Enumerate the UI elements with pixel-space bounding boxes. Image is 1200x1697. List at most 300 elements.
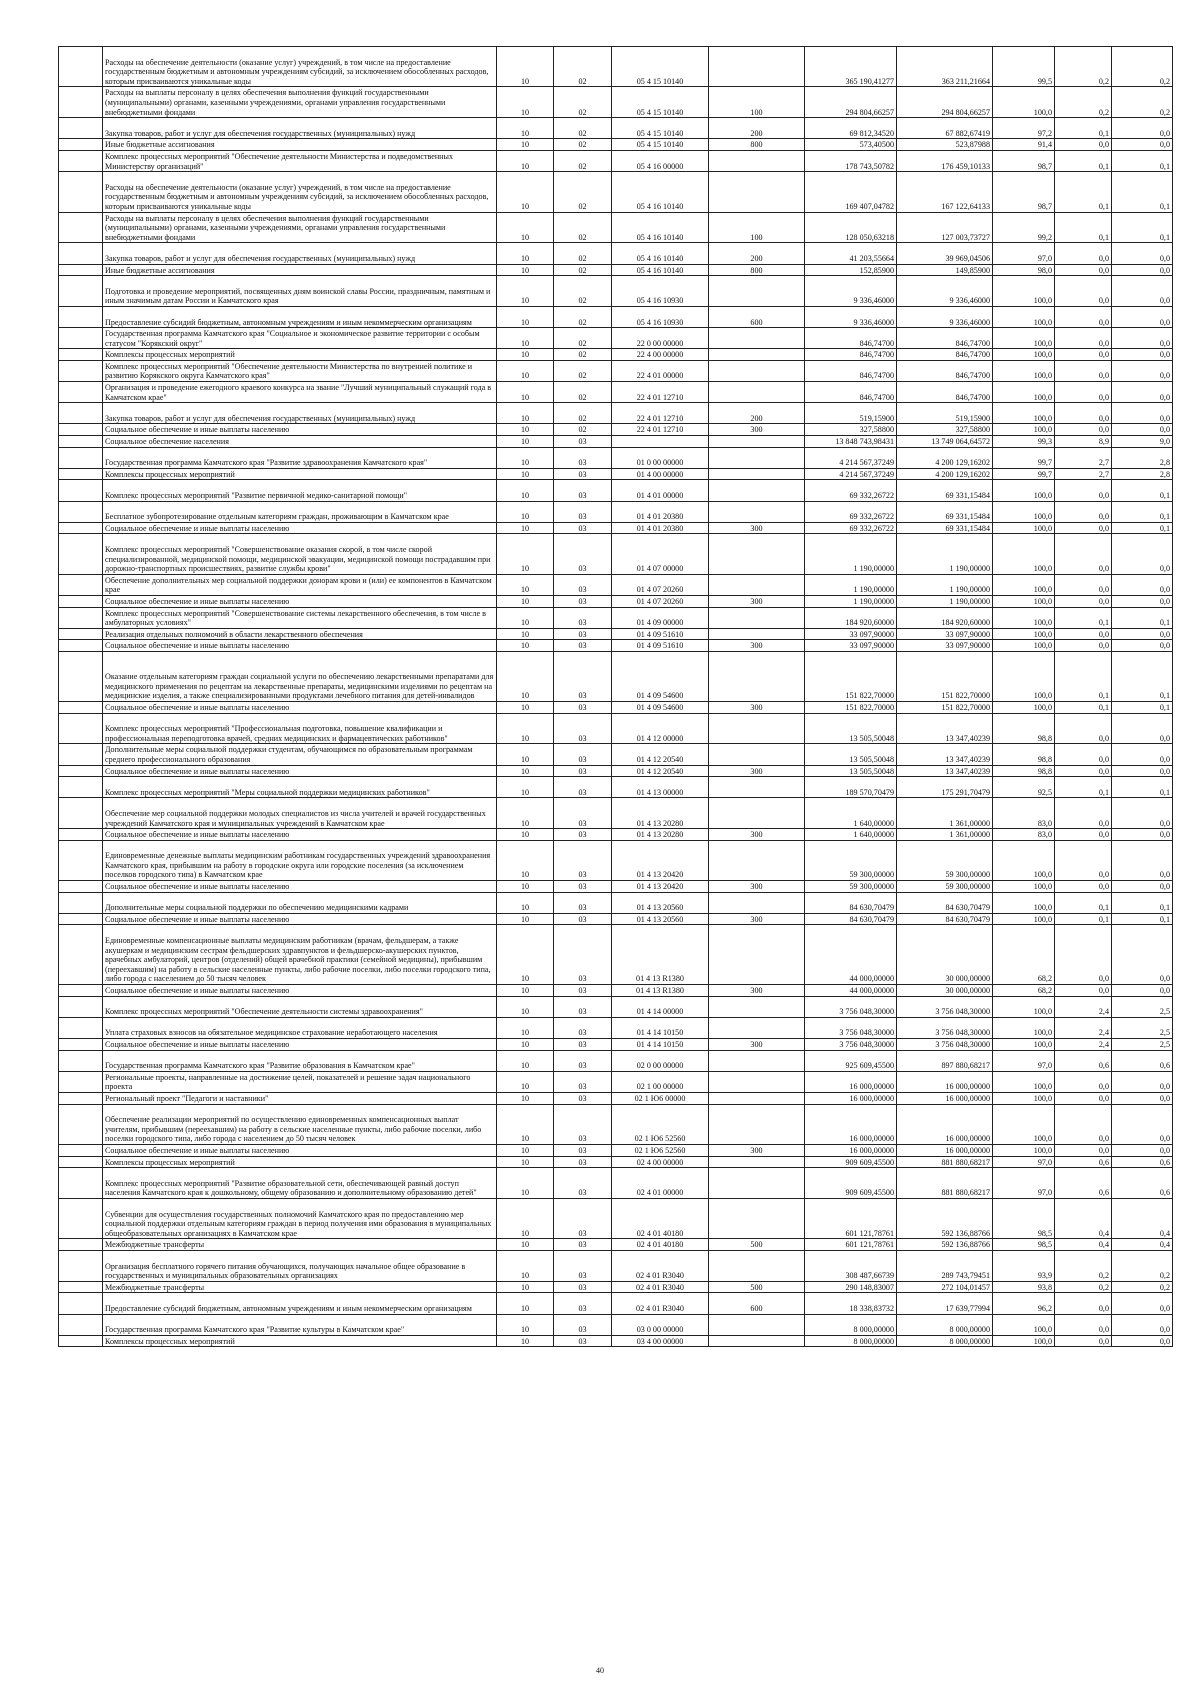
row-share-plan-cell: 0,1 bbox=[1055, 607, 1112, 628]
row-section-cell: 10 bbox=[497, 996, 554, 1017]
table-row bbox=[59, 424, 1173, 436]
row-name-cell: Комплексы процессных мероприятий bbox=[103, 1335, 497, 1347]
row-share-plan-cell: 0,0 bbox=[1055, 1293, 1112, 1314]
row-name-cell: Иные бюджетные ассигнования bbox=[103, 264, 497, 276]
row-target-article-cell: 05 4 16 10930 bbox=[612, 276, 709, 307]
row-expense-type-cell bbox=[709, 840, 805, 880]
row-blank-cell bbox=[59, 713, 103, 744]
row-percent-cell: 100,0 bbox=[993, 881, 1055, 893]
table-row bbox=[59, 1168, 1173, 1199]
row-share-plan-cell: 0,0 bbox=[1055, 382, 1112, 403]
row-share-actual-cell: 0,1 bbox=[1112, 212, 1173, 243]
row-actual-amount-cell: 881 880,68217 bbox=[897, 1168, 993, 1199]
row-blank-cell bbox=[59, 1092, 103, 1104]
table-row bbox=[59, 264, 1173, 276]
row-percent-cell: 100,0 bbox=[993, 522, 1055, 534]
row-expense-type-cell: 300 bbox=[709, 1039, 805, 1051]
row-percent-cell: 100,0 bbox=[993, 1071, 1055, 1092]
row-name-cell: Социальное обеспечение и иные выплаты населению bbox=[103, 985, 497, 997]
row-actual-amount-cell: 1 190,00000 bbox=[897, 574, 993, 595]
row-actual-amount-cell: 519,15900 bbox=[897, 403, 993, 424]
row-name-cell: Социальное обеспечение и иные выплаты населению bbox=[103, 1039, 497, 1051]
row-actual-amount-cell: 167 122,64133 bbox=[897, 172, 993, 212]
row-share-plan-cell: 0,0 bbox=[1055, 139, 1112, 151]
row-plan-amount-cell: 84 630,70479 bbox=[805, 892, 897, 913]
row-plan-amount-cell: 1 190,00000 bbox=[805, 534, 897, 574]
row-section-cell: 10 bbox=[497, 1104, 554, 1144]
table-row bbox=[59, 139, 1173, 151]
row-share-plan-cell: 0,0 bbox=[1055, 840, 1112, 880]
row-plan-amount-cell: 8 000,00000 bbox=[805, 1314, 897, 1335]
row-percent-cell: 100,0 bbox=[993, 382, 1055, 403]
row-expense-type-cell bbox=[709, 628, 805, 640]
row-actual-amount-cell: 69 331,15484 bbox=[897, 501, 993, 522]
row-share-actual-cell: 0,0 bbox=[1112, 424, 1173, 436]
table-row bbox=[59, 47, 1173, 87]
row-subsection-cell: 02 bbox=[554, 264, 612, 276]
row-percent-cell: 98,5 bbox=[993, 1239, 1055, 1251]
row-percent-cell: 100,0 bbox=[993, 501, 1055, 522]
row-expense-type-cell: 300 bbox=[709, 913, 805, 925]
row-subsection-cell: 03 bbox=[554, 1314, 612, 1335]
row-target-article-cell: 05 4 16 10140 bbox=[612, 243, 709, 264]
table-row bbox=[59, 150, 1173, 171]
row-share-actual-cell: 0,1 bbox=[1112, 522, 1173, 534]
row-target-article-cell: 01 4 14 10150 bbox=[612, 1017, 709, 1038]
row-share-plan-cell: 0,2 bbox=[1055, 1250, 1112, 1281]
row-blank-cell bbox=[59, 1281, 103, 1293]
row-subsection-cell: 03 bbox=[554, 1335, 612, 1347]
table-row bbox=[59, 436, 1173, 448]
row-share-plan-cell: 0,0 bbox=[1055, 306, 1112, 327]
row-expense-type-cell: 300 bbox=[709, 595, 805, 607]
row-plan-amount-cell: 327,58800 bbox=[805, 424, 897, 436]
row-blank-cell bbox=[59, 765, 103, 777]
row-blank-cell bbox=[59, 628, 103, 640]
row-subsection-cell: 02 bbox=[554, 424, 612, 436]
row-percent-cell: 100,0 bbox=[993, 1017, 1055, 1038]
row-section-cell: 10 bbox=[497, 172, 554, 212]
row-actual-amount-cell: 3 756 048,30000 bbox=[897, 1017, 993, 1038]
row-subsection-cell: 03 bbox=[554, 480, 612, 501]
row-share-plan-cell: 0,6 bbox=[1055, 1050, 1112, 1071]
table-row bbox=[59, 925, 1173, 985]
budget-table-sheet bbox=[58, 46, 1172, 1347]
row-target-article-cell: 01 0 00 00000 bbox=[612, 447, 709, 468]
row-plan-amount-cell: 169 407,04782 bbox=[805, 172, 897, 212]
row-subsection-cell: 02 bbox=[554, 328, 612, 349]
row-section-cell: 10 bbox=[497, 150, 554, 171]
row-target-article-cell: 02 0 00 00000 bbox=[612, 1050, 709, 1071]
row-subsection-cell: 03 bbox=[554, 534, 612, 574]
row-subsection-cell: 03 bbox=[554, 829, 612, 841]
row-actual-amount-cell: 363 211,21664 bbox=[897, 47, 993, 87]
row-actual-amount-cell: 30 000,00000 bbox=[897, 985, 993, 997]
row-share-plan-cell: 0,1 bbox=[1055, 212, 1112, 243]
row-percent-cell: 97,0 bbox=[993, 1168, 1055, 1199]
row-share-plan-cell: 0,0 bbox=[1055, 328, 1112, 349]
table-row bbox=[59, 243, 1173, 264]
row-actual-amount-cell: 1 361,00000 bbox=[897, 829, 993, 841]
table-row bbox=[59, 713, 1173, 744]
table-row bbox=[59, 1239, 1173, 1251]
row-expense-type-cell bbox=[709, 925, 805, 985]
row-blank-cell bbox=[59, 996, 103, 1017]
row-blank-cell bbox=[59, 139, 103, 151]
row-name-cell: Социальное обеспечение и иные выплаты населению bbox=[103, 424, 497, 436]
row-subsection-cell: 03 bbox=[554, 1168, 612, 1199]
row-share-actual-cell: 0,0 bbox=[1112, 1071, 1173, 1092]
row-name-cell: Социальное обеспечение и иные выплаты населению bbox=[103, 595, 497, 607]
row-subsection-cell: 03 bbox=[554, 1144, 612, 1156]
row-name-cell: Реализация отдельных полномочий в области лекарственного обеспечения bbox=[103, 628, 497, 640]
row-expense-type-cell: 300 bbox=[709, 985, 805, 997]
row-share-actual-cell: 0,0 bbox=[1112, 139, 1173, 151]
row-section-cell: 10 bbox=[497, 447, 554, 468]
row-actual-amount-cell: 1 190,00000 bbox=[897, 534, 993, 574]
table-row bbox=[59, 628, 1173, 640]
row-subsection-cell: 03 bbox=[554, 1250, 612, 1281]
row-percent-cell: 98,7 bbox=[993, 172, 1055, 212]
row-percent-cell: 97,2 bbox=[993, 118, 1055, 139]
table-row bbox=[59, 1314, 1173, 1335]
table-row bbox=[59, 1017, 1173, 1038]
row-blank-cell bbox=[59, 892, 103, 913]
row-expense-type-cell bbox=[709, 447, 805, 468]
row-share-plan-cell: 0,0 bbox=[1055, 628, 1112, 640]
row-name-cell: Региональный проект "Педагоги и наставники" bbox=[103, 1092, 497, 1104]
row-percent-cell: 100,0 bbox=[993, 701, 1055, 713]
row-percent-cell: 100,0 bbox=[993, 628, 1055, 640]
row-expense-type-cell: 100 bbox=[709, 87, 805, 118]
row-percent-cell: 98,7 bbox=[993, 150, 1055, 171]
row-percent-cell: 98,8 bbox=[993, 765, 1055, 777]
row-expense-type-cell bbox=[709, 382, 805, 403]
row-target-article-cell: 02 4 01 40180 bbox=[612, 1239, 709, 1251]
row-percent-cell: 99,7 bbox=[993, 447, 1055, 468]
row-percent-cell: 100,0 bbox=[993, 1335, 1055, 1347]
row-name-cell: Иные бюджетные ассигнования bbox=[103, 139, 497, 151]
row-expense-type-cell bbox=[709, 1335, 805, 1347]
row-actual-amount-cell: 59 300,00000 bbox=[897, 881, 993, 893]
row-actual-amount-cell: 16 000,00000 bbox=[897, 1071, 993, 1092]
row-subsection-cell: 02 bbox=[554, 276, 612, 307]
row-blank-cell bbox=[59, 829, 103, 841]
row-plan-amount-cell: 3 756 048,30000 bbox=[805, 1017, 897, 1038]
row-actual-amount-cell: 592 136,88766 bbox=[897, 1239, 993, 1251]
row-plan-amount-cell: 925 609,45500 bbox=[805, 1050, 897, 1071]
row-percent-cell: 100,0 bbox=[993, 913, 1055, 925]
row-blank-cell bbox=[59, 87, 103, 118]
row-blank-cell bbox=[59, 212, 103, 243]
row-plan-amount-cell: 294 804,66257 bbox=[805, 87, 897, 118]
row-percent-cell: 100,0 bbox=[993, 87, 1055, 118]
row-target-article-cell: 01 4 13 20420 bbox=[612, 840, 709, 880]
row-subsection-cell: 03 bbox=[554, 436, 612, 448]
row-percent-cell: 97,0 bbox=[993, 1156, 1055, 1168]
row-share-actual-cell: 0,1 bbox=[1112, 701, 1173, 713]
row-target-article-cell: 05 4 16 10140 bbox=[612, 172, 709, 212]
row-share-actual-cell: 0,2 bbox=[1112, 47, 1173, 87]
table-row bbox=[59, 595, 1173, 607]
row-section-cell: 10 bbox=[497, 360, 554, 381]
row-blank-cell bbox=[59, 47, 103, 87]
row-blank-cell bbox=[59, 744, 103, 765]
row-share-plan-cell: 0,0 bbox=[1055, 765, 1112, 777]
table-row bbox=[59, 1104, 1173, 1144]
row-plan-amount-cell: 33 097,90000 bbox=[805, 628, 897, 640]
row-expense-type-cell: 300 bbox=[709, 522, 805, 534]
row-section-cell: 10 bbox=[497, 1293, 554, 1314]
row-expense-type-cell bbox=[709, 534, 805, 574]
row-blank-cell bbox=[59, 1039, 103, 1051]
row-actual-amount-cell: 151 822,70000 bbox=[897, 651, 993, 701]
row-subsection-cell: 02 bbox=[554, 349, 612, 361]
row-subsection-cell: 02 bbox=[554, 382, 612, 403]
row-section-cell: 10 bbox=[497, 765, 554, 777]
row-section-cell: 10 bbox=[497, 574, 554, 595]
table-row bbox=[59, 1092, 1173, 1104]
row-share-plan-cell: 0,0 bbox=[1055, 1092, 1112, 1104]
row-target-article-cell: 22 4 01 12710 bbox=[612, 424, 709, 436]
row-expense-type-cell bbox=[709, 436, 805, 448]
row-subsection-cell: 03 bbox=[554, 1293, 612, 1314]
row-actual-amount-cell: 84 630,70479 bbox=[897, 892, 993, 913]
row-plan-amount-cell: 152,85900 bbox=[805, 264, 897, 276]
row-target-article-cell: 01 4 13 20420 bbox=[612, 881, 709, 893]
row-plan-amount-cell: 84 630,70479 bbox=[805, 913, 897, 925]
row-percent-cell: 100,0 bbox=[993, 328, 1055, 349]
row-share-plan-cell: 0,0 bbox=[1055, 480, 1112, 501]
row-expense-type-cell bbox=[709, 360, 805, 381]
row-actual-amount-cell: 13 749 064,64572 bbox=[897, 436, 993, 448]
row-expense-type-cell bbox=[709, 1314, 805, 1335]
table-row bbox=[59, 212, 1173, 243]
row-name-cell: Региональные проекты, направленные на достижение целей, показателей и решение задач национального проекта bbox=[103, 1071, 497, 1092]
row-actual-amount-cell: 592 136,88766 bbox=[897, 1198, 993, 1238]
row-share-actual-cell: 0,0 bbox=[1112, 1144, 1173, 1156]
row-section-cell: 10 bbox=[497, 276, 554, 307]
row-share-plan-cell: 0,0 bbox=[1055, 640, 1112, 652]
row-subsection-cell: 03 bbox=[554, 1239, 612, 1251]
row-name-cell: Закупка товаров, работ и услуг для обеспечения государственных (муниципальных) нужд bbox=[103, 403, 497, 424]
row-plan-amount-cell: 69 332,26722 bbox=[805, 501, 897, 522]
row-share-actual-cell: 0,1 bbox=[1112, 777, 1173, 798]
row-percent-cell: 100,0 bbox=[993, 424, 1055, 436]
row-target-article-cell: 02 1 00 00000 bbox=[612, 1071, 709, 1092]
row-actual-amount-cell: 8 000,00000 bbox=[897, 1335, 993, 1347]
row-target-article-cell: 01 4 13 20560 bbox=[612, 892, 709, 913]
row-share-plan-cell: 0,0 bbox=[1055, 881, 1112, 893]
row-share-actual-cell: 0,0 bbox=[1112, 276, 1173, 307]
row-expense-type-cell bbox=[709, 1050, 805, 1071]
row-section-cell: 10 bbox=[497, 881, 554, 893]
row-section-cell: 10 bbox=[497, 534, 554, 574]
row-percent-cell: 100,0 bbox=[993, 607, 1055, 628]
row-plan-amount-cell: 69 332,26722 bbox=[805, 522, 897, 534]
row-name-cell: Социальное обеспечение и иные выплаты населению bbox=[103, 829, 497, 841]
row-share-actual-cell: 2,5 bbox=[1112, 1017, 1173, 1038]
row-name-cell: Предоставление субсидий бюджетным, автономным учреждениям и иным некоммерческим организациям bbox=[103, 306, 497, 327]
row-expense-type-cell bbox=[709, 328, 805, 349]
row-section-cell: 10 bbox=[497, 1156, 554, 1168]
row-percent-cell: 100,0 bbox=[993, 360, 1055, 381]
row-target-article-cell: 05 4 15 10140 bbox=[612, 47, 709, 87]
row-percent-cell: 98,8 bbox=[993, 713, 1055, 744]
row-target-article-cell: 22 4 01 00000 bbox=[612, 360, 709, 381]
row-expense-type-cell bbox=[709, 574, 805, 595]
row-percent-cell: 93,8 bbox=[993, 1281, 1055, 1293]
row-target-article-cell: 01 4 07 20260 bbox=[612, 574, 709, 595]
row-blank-cell bbox=[59, 243, 103, 264]
table-row bbox=[59, 1039, 1173, 1051]
table-row bbox=[59, 501, 1173, 522]
row-actual-amount-cell: 184 920,60000 bbox=[897, 607, 993, 628]
row-expense-type-cell: 600 bbox=[709, 1293, 805, 1314]
row-name-cell: Комплекс процессных мероприятий "Профессиональная подготовка, повышение квалификации и профессиональная переподготовка врачей, средних медицинских и фармацевтических работников" bbox=[103, 713, 497, 744]
row-section-cell: 10 bbox=[497, 47, 554, 87]
row-name-cell: Дополнительные меры социальной поддержки по обеспечению медицинскими кадрами bbox=[103, 892, 497, 913]
row-plan-amount-cell: 290 148,83007 bbox=[805, 1281, 897, 1293]
row-actual-amount-cell: 13 347,40239 bbox=[897, 713, 993, 744]
row-target-article-cell: 03 0 00 00000 bbox=[612, 1314, 709, 1335]
row-plan-amount-cell: 13 505,50048 bbox=[805, 744, 897, 765]
table-row bbox=[59, 1281, 1173, 1293]
row-target-article-cell: 01 4 13 20280 bbox=[612, 829, 709, 841]
row-target-article-cell: 02 1 Ю6 00000 bbox=[612, 1092, 709, 1104]
row-target-article-cell bbox=[612, 436, 709, 448]
row-subsection-cell: 02 bbox=[554, 360, 612, 381]
row-name-cell: Социальное обеспечение и иные выплаты населению bbox=[103, 881, 497, 893]
row-blank-cell bbox=[59, 777, 103, 798]
row-blank-cell bbox=[59, 118, 103, 139]
row-plan-amount-cell: 44 000,00000 bbox=[805, 985, 897, 997]
row-blank-cell bbox=[59, 1198, 103, 1238]
row-section-cell: 10 bbox=[497, 1198, 554, 1238]
row-blank-cell bbox=[59, 306, 103, 327]
row-blank-cell bbox=[59, 607, 103, 628]
row-plan-amount-cell: 59 300,00000 bbox=[805, 840, 897, 880]
row-percent-cell: 100,0 bbox=[993, 480, 1055, 501]
row-percent-cell: 100,0 bbox=[993, 651, 1055, 701]
row-plan-amount-cell: 13 848 743,98431 bbox=[805, 436, 897, 448]
row-percent-cell: 98,8 bbox=[993, 744, 1055, 765]
row-share-actual-cell: 0,0 bbox=[1112, 595, 1173, 607]
row-name-cell: Государственная программа Камчатского края "Развитие культуры в Камчатском крае" bbox=[103, 1314, 497, 1335]
table-row bbox=[59, 382, 1173, 403]
row-blank-cell bbox=[59, 382, 103, 403]
row-actual-amount-cell: 69 331,15484 bbox=[897, 522, 993, 534]
row-blank-cell bbox=[59, 1168, 103, 1199]
row-subsection-cell: 03 bbox=[554, 881, 612, 893]
table-row bbox=[59, 701, 1173, 713]
table-row bbox=[59, 1250, 1173, 1281]
table-row bbox=[59, 480, 1173, 501]
row-percent-cell: 100,0 bbox=[993, 349, 1055, 361]
row-share-actual-cell: 0,2 bbox=[1112, 1250, 1173, 1281]
table-row bbox=[59, 881, 1173, 893]
row-actual-amount-cell: 1 190,00000 bbox=[897, 595, 993, 607]
table-row bbox=[59, 276, 1173, 307]
row-share-plan-cell: 0,1 bbox=[1055, 892, 1112, 913]
row-section-cell: 10 bbox=[497, 436, 554, 448]
row-name-cell: Комплексы процессных мероприятий bbox=[103, 468, 497, 480]
row-section-cell: 10 bbox=[497, 1239, 554, 1251]
row-blank-cell bbox=[59, 150, 103, 171]
row-expense-type-cell bbox=[709, 1104, 805, 1144]
row-section-cell: 10 bbox=[497, 1039, 554, 1051]
row-blank-cell bbox=[59, 264, 103, 276]
row-share-actual-cell: 0,0 bbox=[1112, 243, 1173, 264]
row-plan-amount-cell: 3 756 048,30000 bbox=[805, 1039, 897, 1051]
row-blank-cell bbox=[59, 1314, 103, 1335]
table-row bbox=[59, 172, 1173, 212]
row-actual-amount-cell: 17 639,77994 bbox=[897, 1293, 993, 1314]
row-share-actual-cell: 0,4 bbox=[1112, 1198, 1173, 1238]
row-plan-amount-cell: 601 121,78761 bbox=[805, 1198, 897, 1238]
row-subsection-cell: 03 bbox=[554, 595, 612, 607]
table-row bbox=[59, 447, 1173, 468]
row-target-article-cell: 01 4 13 00000 bbox=[612, 777, 709, 798]
table-row bbox=[59, 574, 1173, 595]
row-name-cell: Государственная программа Камчатского края "Развитие образования в Камчатском крае" bbox=[103, 1050, 497, 1071]
row-share-plan-cell: 0,0 bbox=[1055, 403, 1112, 424]
row-plan-amount-cell: 1 190,00000 bbox=[805, 595, 897, 607]
table-row bbox=[59, 1071, 1173, 1092]
row-target-article-cell: 05 4 16 10930 bbox=[612, 306, 709, 327]
row-share-actual-cell: 0,1 bbox=[1112, 607, 1173, 628]
row-expense-type-cell bbox=[709, 480, 805, 501]
row-blank-cell bbox=[59, 1293, 103, 1314]
row-section-cell: 10 bbox=[497, 1250, 554, 1281]
row-subsection-cell: 03 bbox=[554, 913, 612, 925]
row-name-cell: Организация бесплатного горячего питания обучающихся, получающих начальное общее образование в государственных и муниципальных образовательных организациях bbox=[103, 1250, 497, 1281]
row-plan-amount-cell: 16 000,00000 bbox=[805, 1071, 897, 1092]
row-plan-amount-cell: 16 000,00000 bbox=[805, 1092, 897, 1104]
row-subsection-cell: 03 bbox=[554, 574, 612, 595]
row-blank-cell bbox=[59, 349, 103, 361]
row-blank-cell bbox=[59, 436, 103, 448]
row-section-cell: 10 bbox=[497, 1335, 554, 1347]
row-section-cell: 10 bbox=[497, 522, 554, 534]
row-actual-amount-cell: 4 200 129,16202 bbox=[897, 447, 993, 468]
row-actual-amount-cell: 16 000,00000 bbox=[897, 1144, 993, 1156]
row-share-plan-cell: 0,0 bbox=[1055, 574, 1112, 595]
row-share-actual-cell: 0,0 bbox=[1112, 765, 1173, 777]
row-expense-type-cell: 300 bbox=[709, 765, 805, 777]
row-plan-amount-cell: 846,74700 bbox=[805, 382, 897, 403]
row-expense-type-cell: 300 bbox=[709, 424, 805, 436]
row-blank-cell bbox=[59, 640, 103, 652]
row-share-plan-cell: 0,0 bbox=[1055, 1314, 1112, 1335]
row-share-plan-cell: 2,7 bbox=[1055, 468, 1112, 480]
row-name-cell: Бесплатное зубопротезирование отдельным категориям граждан, проживающим в Камчатском крае bbox=[103, 501, 497, 522]
row-blank-cell bbox=[59, 701, 103, 713]
row-subsection-cell: 02 bbox=[554, 139, 612, 151]
row-plan-amount-cell: 16 000,00000 bbox=[805, 1144, 897, 1156]
row-section-cell: 10 bbox=[497, 840, 554, 880]
row-section-cell: 10 bbox=[497, 424, 554, 436]
row-percent-cell: 68,2 bbox=[993, 985, 1055, 997]
row-name-cell: Расходы на обеспечение деятельности (оказание услуг) учреждений, в том числе на предоставление государственным бюджетным и автономным учреждениям субсидий, за исключением обособленных расходов, которым присваиваются уникальные коды bbox=[103, 172, 497, 212]
row-share-actual-cell: 0,0 bbox=[1112, 925, 1173, 985]
row-share-plan-cell: 0,0 bbox=[1055, 534, 1112, 574]
row-share-plan-cell: 0,0 bbox=[1055, 1144, 1112, 1156]
row-subsection-cell: 03 bbox=[554, 1071, 612, 1092]
row-subsection-cell: 03 bbox=[554, 713, 612, 744]
row-share-actual-cell: 2,8 bbox=[1112, 447, 1173, 468]
row-name-cell: Предоставление субсидий бюджетным, автономным учреждениям и иным некоммерческим организациям bbox=[103, 1293, 497, 1314]
